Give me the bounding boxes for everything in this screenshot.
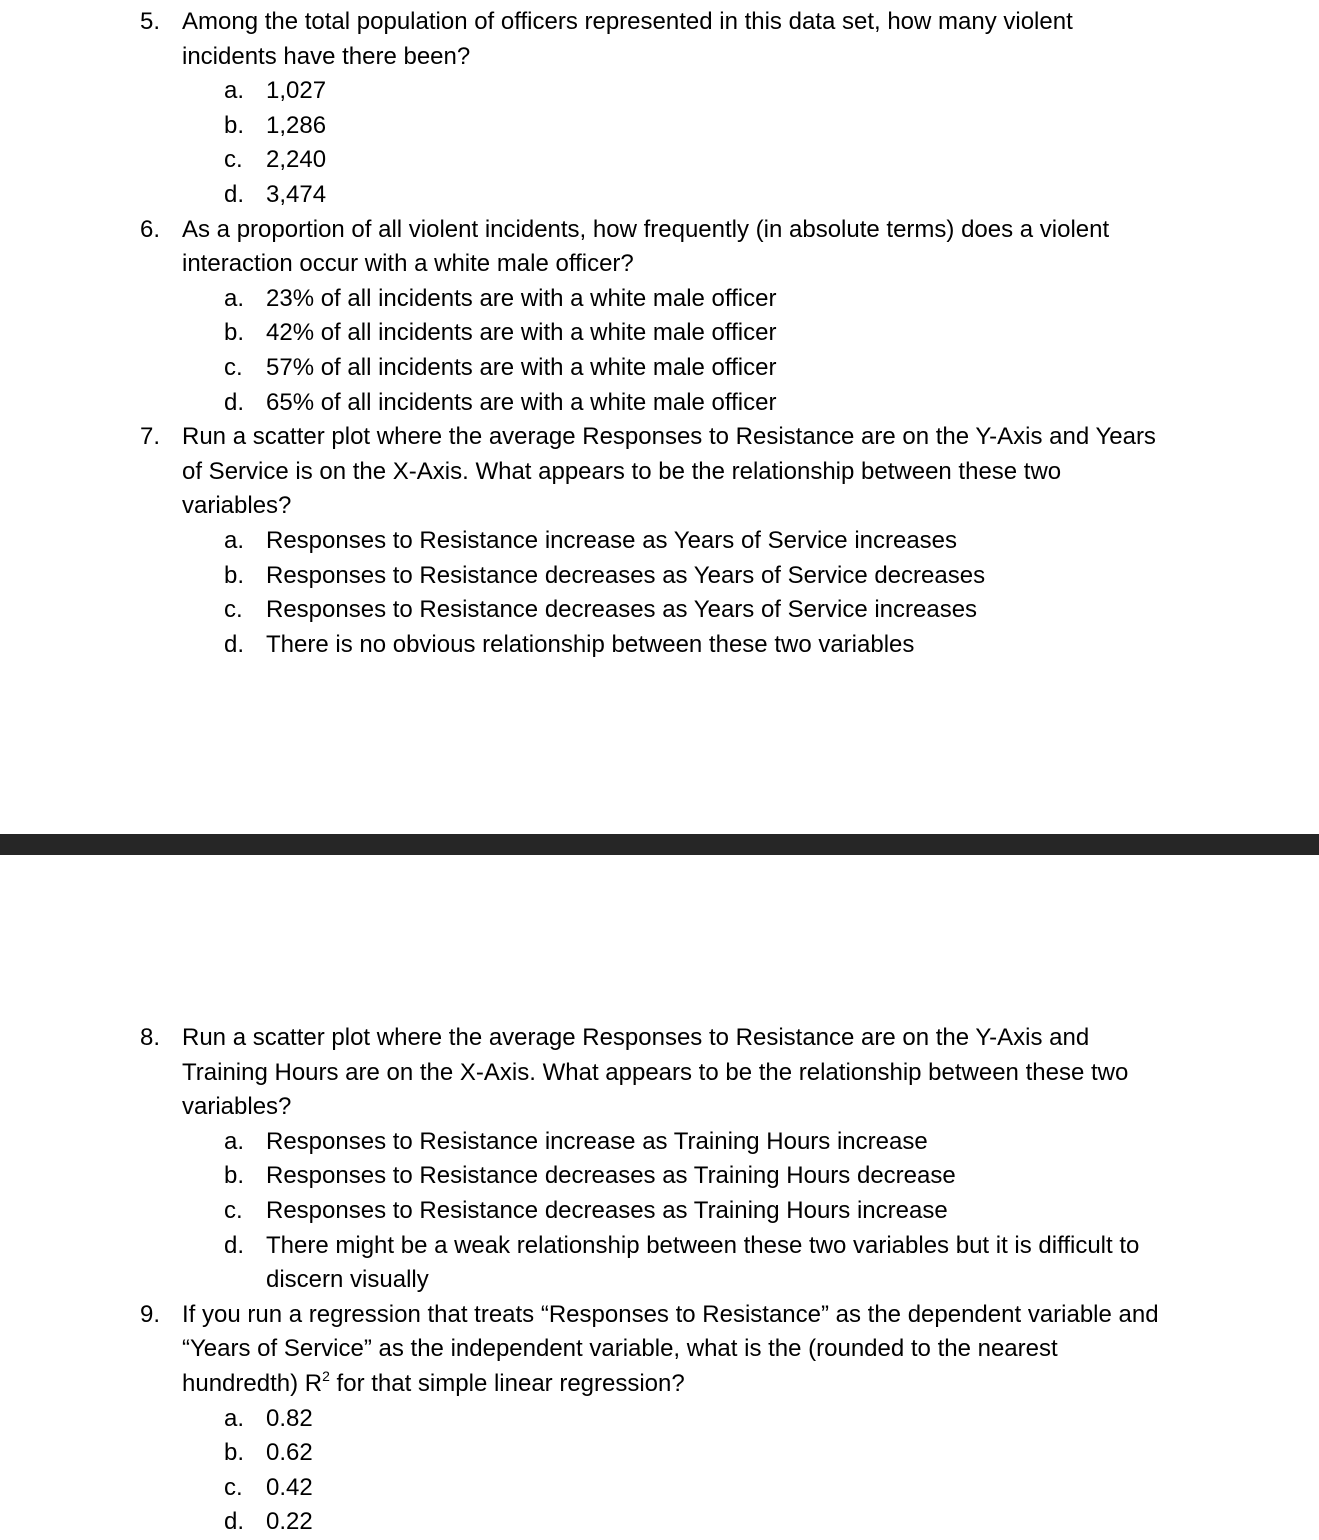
option-a bbox=[0, 74, 1319, 109]
question-number: 9. bbox=[140, 1300, 161, 1328]
option-text: Responses to Resistance increase as Training Hours increase bbox=[266, 1127, 928, 1155]
option-letter: d. bbox=[224, 630, 245, 658]
question-stem bbox=[0, 213, 1319, 282]
question-text: Run a scatter plot where the average Responses to Resistance are on the Y-Axis and Training Hours are on the X-Axis. What appears to be the relationship between these two variables? bbox=[182, 1024, 1129, 1121]
option-letter: a. bbox=[224, 77, 245, 105]
option-text: 65% of all incidents are with a white male officer bbox=[266, 388, 777, 416]
question-text: As a proportion of all violent incidents, how frequently (in absolute terms) does a violent interaction occur with a white male officer? bbox=[182, 215, 1110, 278]
option-letter: c. bbox=[224, 1473, 243, 1501]
option-text: Responses to Resistance decreases as Training Hours decrease bbox=[266, 1162, 956, 1190]
option-c bbox=[0, 1471, 1319, 1506]
option-d bbox=[0, 628, 1319, 663]
option-d bbox=[0, 386, 1319, 421]
option-b bbox=[0, 559, 1319, 594]
option-text: Responses to Resistance decreases as Years of Service increases bbox=[266, 596, 978, 624]
question-number: 7. bbox=[140, 423, 161, 451]
option-text: 3,474 bbox=[266, 180, 327, 208]
option-text: There is no obvious relationship between these two variables bbox=[266, 630, 915, 658]
option-text: 42% of all incidents are with a white male officer bbox=[266, 319, 777, 347]
question-8 bbox=[0, 1021, 1319, 1540]
question-number: 8. bbox=[140, 1024, 161, 1051]
question-number: 5. bbox=[140, 8, 161, 35]
option-text: Responses to Resistance decreases as Years of Service decreases bbox=[266, 561, 986, 589]
question-7 bbox=[0, 420, 1319, 662]
question-6 bbox=[0, 213, 1319, 421]
question-stem bbox=[0, 1021, 1319, 1125]
option-a bbox=[0, 1402, 1319, 1437]
option-text: 1,286 bbox=[266, 111, 327, 139]
option-a bbox=[0, 1125, 1319, 1160]
question-9 bbox=[0, 1298, 1319, 1540]
option-letter: b. bbox=[224, 561, 245, 589]
option-text: 0.62 bbox=[266, 1439, 313, 1467]
question-text-main: If you run a regression that treats “Responses to Resistance” as the dependent variable and “Years of Service” as the independent variable, what is the (rounded to the nearest hundredth) R bbox=[182, 1300, 1159, 1397]
option-letter: d. bbox=[224, 1508, 245, 1536]
option-a bbox=[0, 282, 1319, 317]
option-c bbox=[0, 1194, 1319, 1229]
option-text: Responses to Resistance decreases as Training Hours increase bbox=[266, 1196, 948, 1224]
option-b bbox=[0, 1159, 1319, 1194]
option-letter: b. bbox=[224, 111, 245, 139]
option-b bbox=[0, 316, 1319, 351]
option-b bbox=[0, 109, 1319, 144]
option-text: 2,240 bbox=[266, 146, 327, 174]
option-c bbox=[0, 593, 1319, 628]
question-stem bbox=[0, 1298, 1319, 1402]
question-text-tail: for that simple linear regression? bbox=[329, 1369, 685, 1397]
option-letter: b. bbox=[224, 1162, 245, 1190]
question-text bbox=[182, 1298, 1172, 1402]
option-letter: d. bbox=[224, 1231, 245, 1259]
question-5 bbox=[0, 5, 1319, 662]
option-text: There might be a weak relationship between these two variables but it is difficult to discern visually bbox=[266, 1231, 1140, 1294]
option-letter: c. bbox=[224, 353, 243, 381]
question-number: 6. bbox=[140, 215, 161, 243]
option-letter: a. bbox=[224, 526, 245, 554]
option-b bbox=[0, 1436, 1319, 1471]
option-letter: a. bbox=[224, 1127, 245, 1155]
option-letter: d. bbox=[224, 388, 245, 416]
question-text: Among the total population of officers represented in this data set, how many violent incidents have there been? bbox=[182, 8, 1073, 70]
option-letter: a. bbox=[224, 284, 245, 312]
option-letter: d. bbox=[224, 180, 245, 208]
question-stem bbox=[0, 5, 1319, 74]
option-text: 1,027 bbox=[266, 77, 327, 105]
option-text: 0.22 bbox=[266, 1508, 313, 1536]
option-letter: c. bbox=[224, 596, 243, 624]
option-c bbox=[0, 143, 1319, 178]
option-letter: c. bbox=[224, 1196, 243, 1224]
page-break-divider bbox=[0, 834, 1319, 855]
question-text: Run a scatter plot where the average Responses to Resistance are on the Y-Axis and Years of Service is on the X-Axis. What appears to be the relationship between these two variables? bbox=[182, 423, 1156, 520]
option-text: Responses to Resistance increase as Years of Service increases bbox=[266, 526, 958, 554]
option-d bbox=[0, 178, 1319, 213]
question-stem bbox=[0, 420, 1319, 524]
option-letter: c. bbox=[224, 146, 243, 174]
option-letter: a. bbox=[224, 1404, 245, 1432]
option-a bbox=[0, 524, 1319, 559]
option-c bbox=[0, 351, 1319, 386]
r-squared-exponent: 2 bbox=[322, 1367, 330, 1384]
option-d bbox=[0, 1229, 1319, 1298]
option-letter: b. bbox=[224, 319, 245, 347]
option-text: 57% of all incidents are with a white male officer bbox=[266, 353, 777, 381]
option-text: 0.82 bbox=[266, 1404, 313, 1432]
option-text: 0.42 bbox=[266, 1473, 313, 1501]
option-letter: b. bbox=[224, 1439, 245, 1467]
option-text: 23% of all incidents are with a white male officer bbox=[266, 284, 777, 312]
